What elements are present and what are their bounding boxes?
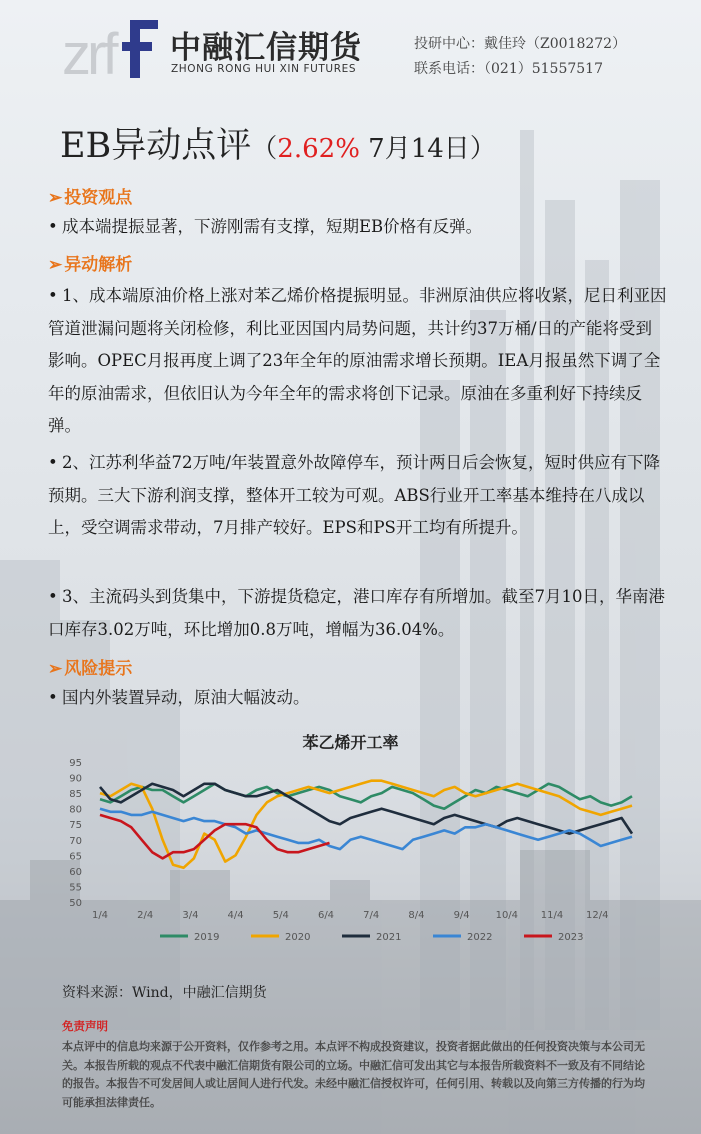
report-title xyxy=(60,118,496,168)
x-tick-label: 5/4 xyxy=(272,910,289,921)
legend-label-2019: 2019 xyxy=(194,932,220,943)
risk-text: 国内外装置异动，原油大幅波动。 xyxy=(62,688,310,707)
company-logo-icon xyxy=(62,14,162,80)
y-tick-label: 90 xyxy=(69,773,82,785)
contact-phone: 联系电话：（021）51557517 xyxy=(414,61,603,77)
disclaimer-title: 免责声明 xyxy=(62,1019,108,1033)
logo-company-name-en: ZHONG RONG HUI XIN FUTURES xyxy=(171,63,357,75)
legend-label-2023: 2023 xyxy=(558,932,584,943)
view-text: 成本端提振显著，下游刚需有支撑，短期EB价格有反弹。 xyxy=(62,217,483,236)
analysis-item-2 xyxy=(48,447,668,545)
bullet-icon: • xyxy=(48,453,58,472)
bullet-icon: • xyxy=(48,286,58,305)
legend-label-2022: 2022 xyxy=(467,932,493,943)
title-main: EB异动点评 xyxy=(60,126,252,166)
title-date: 7月14日 xyxy=(359,134,470,164)
y-tick-label: 95 xyxy=(69,758,82,769)
x-tick-label: 1/4 xyxy=(91,910,109,921)
arrow-icon: ➢ xyxy=(48,659,63,679)
section-heading-analysis-label: 异动解析 xyxy=(64,255,133,275)
x-tick-label: 11/4 xyxy=(540,910,564,921)
x-tick-label: 4/4 xyxy=(227,910,244,921)
analysis-item-3-text: 3、主流码头到货集中，下游提货稳定，港口库存有所增加。截至7月10日，华南港口库存3.02万吨，环比增加0.8万吨，增幅为36.04%。 xyxy=(48,587,665,639)
y-tick-label: 75 xyxy=(69,820,82,832)
contact-analyst: 投研中心：戴佳玲（Z0018272） xyxy=(414,36,627,52)
bullet-icon: • xyxy=(48,688,58,707)
arrow-icon: ➢ xyxy=(48,255,63,275)
legend-label-2020: 2020 xyxy=(285,932,311,943)
x-tick-label: 12/4 xyxy=(585,910,609,921)
x-tick-label: 9/4 xyxy=(453,910,470,921)
analysis-item-1 xyxy=(48,280,668,443)
title-change-percent: 2.62% xyxy=(277,134,360,164)
y-tick-label: 70 xyxy=(69,835,82,847)
section-heading-view xyxy=(48,183,132,208)
x-tick-label: 2/4 xyxy=(137,910,154,921)
bullet-icon: • xyxy=(48,217,58,236)
x-tick-label: 3/4 xyxy=(182,910,199,921)
y-tick-label: 60 xyxy=(69,866,82,878)
section-heading-analysis xyxy=(48,250,132,275)
legend-label-2021: 2021 xyxy=(376,932,402,943)
title-open-paren: （ xyxy=(251,134,278,164)
y-tick-label: 50 xyxy=(69,898,82,909)
logo-company-name: 中融汇信期货 xyxy=(170,30,362,66)
logo-mark-text: zrf xyxy=(62,22,115,80)
title-close-paren: ） xyxy=(469,134,496,164)
analysis-item-2-text: 2、江苏利华益72万吨/年装置意外故障停车，预计两日后会恢复，短时供应有下降预期。三大下游利润支撑，整体开工较为可观。ABS行业开工率基本维持在八成以上，受空调需求带动，7月排产较好。EPS和PS开工均有所提升。 xyxy=(48,453,661,537)
y-tick-label: 85 xyxy=(69,789,82,801)
x-tick-label: 7/4 xyxy=(363,910,380,921)
analysis-item-3 xyxy=(48,581,668,646)
bullet-icon: • xyxy=(48,587,58,606)
section-heading-view-label: 投资观点 xyxy=(64,188,133,208)
contact-block xyxy=(414,32,626,82)
section-heading-risk-label: 风险提示 xyxy=(64,659,133,679)
section-heading-risk xyxy=(48,654,132,679)
analysis-item-1-text: 1、成本端原油价格上涨对苯乙烯价格提振明显。非洲原油供应将收紧，尼日利亚因管道泄漏问题将关闭检修，利比亚因国内局势问题，共计约37万桶/日的产能将受到影响。OPEC月报再度上调了23年全年的原油需求增长预期。IEA月报虽然下调了全年的原油需求，但依旧认为今年全年的需求将创下记录。原油在多重利好下持续反弹。 xyxy=(48,286,667,435)
header xyxy=(0,0,701,95)
data-source: 资料来源：Wind，中融汇信期货 xyxy=(62,985,267,1001)
view-paragraph xyxy=(48,211,668,244)
y-tick-label: 65 xyxy=(69,851,82,863)
y-tick-label: 80 xyxy=(69,804,82,816)
risk-paragraph xyxy=(48,682,668,715)
arrow-icon: ➢ xyxy=(48,188,63,208)
y-tick-label: 55 xyxy=(69,882,82,894)
x-tick-label: 10/4 xyxy=(495,910,519,921)
disclaimer-text: 本点评中的信息均来源于公开资料，仅作参考之用。本点评不构成投资建议，投资者据此做出的任何投资决策与本公司无关。本报告所载的观点不代表中融汇信期货有限公司的立场。中融汇信可发出其它与本报告所载资料不一致及有不同结论的报告。本报告不可发居间人或让居间人进行代发。未经中融汇信授权许可，任何引用、转载以及向第三方传播的行为均可能承担法律责任。 xyxy=(62,1040,645,1109)
x-tick-label: 8/4 xyxy=(408,910,425,921)
chart-title: 苯乙烯开工率 xyxy=(302,733,399,752)
x-tick-label: 6/4 xyxy=(317,910,335,921)
